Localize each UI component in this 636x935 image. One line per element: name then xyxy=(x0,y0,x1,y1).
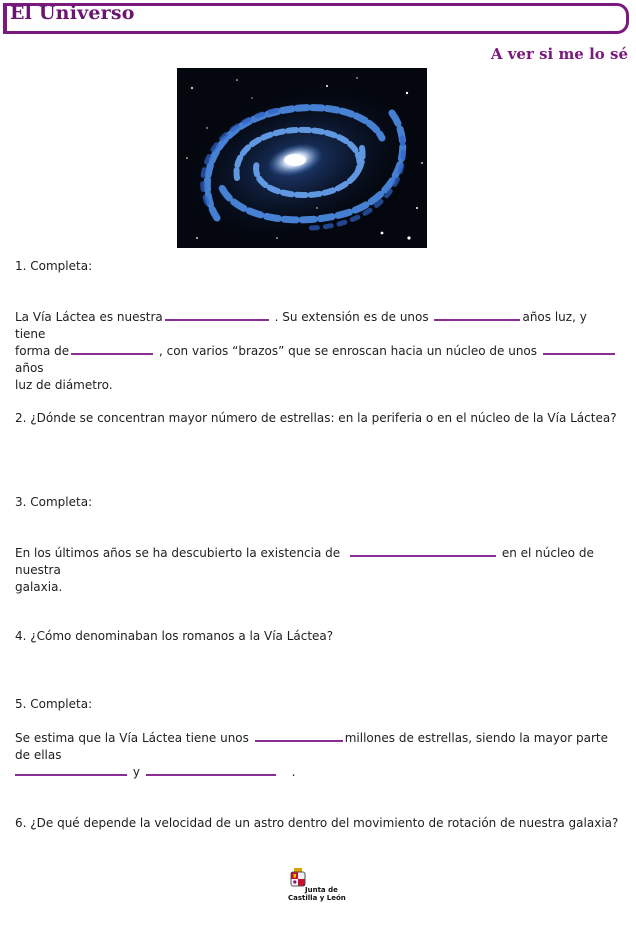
galaxy-illustration xyxy=(177,68,427,248)
section-subtitle: A ver si me lo sé xyxy=(490,45,628,63)
logo-line-2: Castilla y León xyxy=(288,894,346,902)
q5-part3: y xyxy=(132,765,140,779)
question-4: 4. ¿Cómo denominaban los romanos a la Vía Láctea? xyxy=(15,629,334,643)
question-3-text xyxy=(15,545,620,596)
q3-part2: en el núcleo de nuestra xyxy=(15,546,594,577)
q5-part4: . xyxy=(291,765,296,779)
q1-part7: luz de diámetro. xyxy=(15,378,113,392)
question-2: 2. ¿Dónde se concentran mayor número de estrellas: en la periferia o en el núcleo de la Vía Láctea? xyxy=(15,411,617,425)
q3-part1: En los últimos años se ha descubierto la existencia de xyxy=(15,546,341,560)
question-6: 6. ¿De qué depende la velocidad de un astro dentro del movimiento de rotación de nuestra galaxia? xyxy=(15,816,619,830)
q1-blank-4[interactable] xyxy=(543,343,615,355)
q5-blank-2[interactable] xyxy=(15,764,127,776)
q5-blank-1[interactable] xyxy=(255,730,343,742)
question-1-heading: 1. Completa: xyxy=(15,259,93,273)
junta-castilla-leon-logo xyxy=(288,868,348,904)
q1-blank-3[interactable] xyxy=(71,343,153,355)
q1-part2: . Su extensión es de unos xyxy=(274,310,429,324)
q1-part1: La Vía Láctea es nuestra xyxy=(15,310,163,324)
q1-part5: , con varios “brazos” que se enroscan hacia un núcleo de unos xyxy=(158,344,538,358)
q1-part3: años luz, y tiene xyxy=(15,310,587,341)
logo-line-1: Junta de xyxy=(305,886,338,894)
q1-part6: años xyxy=(15,361,44,375)
q5-part2: millones de estrellas, siendo la mayor parte de ellas xyxy=(15,731,609,762)
q3-blank-1[interactable] xyxy=(350,545,496,557)
q1-part4: forma de xyxy=(15,344,70,358)
question-5-text xyxy=(15,730,620,781)
question-5-heading: 5. Completa: xyxy=(15,697,93,711)
q1-blank-2[interactable] xyxy=(434,309,520,321)
q1-blank-1[interactable] xyxy=(165,309,269,321)
galaxy-image xyxy=(177,68,427,248)
page-title: El Universo xyxy=(10,2,135,24)
q3-part3: galaxia. xyxy=(15,580,63,594)
q5-part1: Se estima que la Vía Láctea tiene unos xyxy=(15,731,249,745)
q5-blank-3[interactable] xyxy=(146,764,276,776)
coat-of-arms-icon xyxy=(290,868,306,888)
question-3-heading: 3. Completa: xyxy=(15,495,93,509)
question-1-text xyxy=(15,309,620,394)
